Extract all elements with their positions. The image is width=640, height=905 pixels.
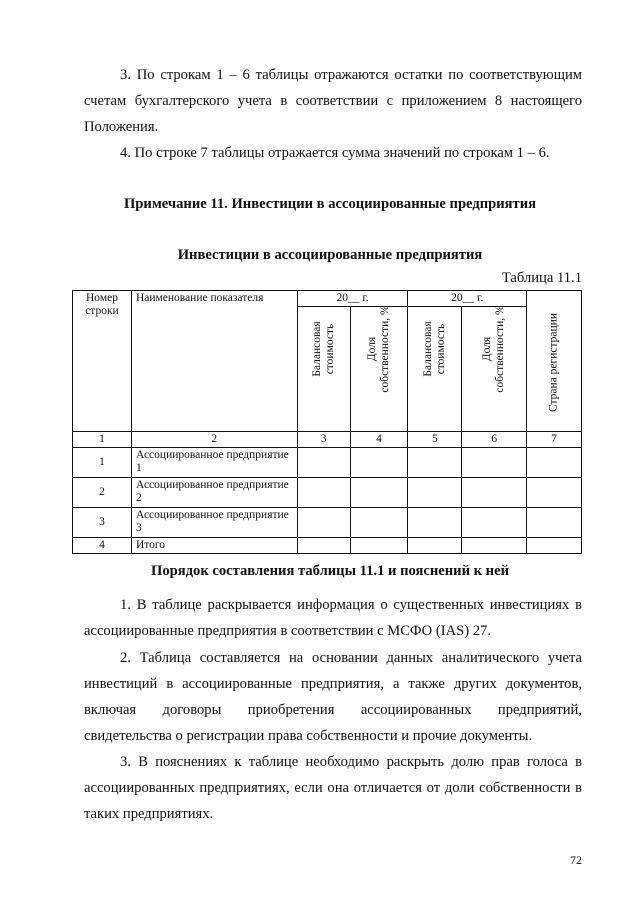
header-balance-2: Балансовая стоимость <box>408 307 462 432</box>
table-cell <box>527 478 582 508</box>
table-cell <box>527 538 582 554</box>
table-cell <box>408 508 462 538</box>
table-cell <box>350 508 408 538</box>
row-name: Итого <box>131 538 297 554</box>
header-balance-1: Балансовая стоимость <box>297 307 350 432</box>
row-name: Ассоциированное предприятие 3 <box>131 508 297 538</box>
table-cell <box>297 448 350 478</box>
column-numbers-row <box>73 432 582 448</box>
table-title: Инвестиции в ассоциированные предприятия <box>177 247 483 263</box>
table-cell <box>297 478 350 508</box>
header-year-2: 20__ г. <box>408 291 527 307</box>
table-cell <box>408 478 462 508</box>
procedure-item-3: 3. В пояснениях к таблице необходимо раскрыть долю прав голоса в ассоциированных предприятиях, если она отличается от доли собственности в таких предприятиях. <box>84 754 582 822</box>
table-cell <box>462 478 527 508</box>
header-country: Страна регистрации <box>527 291 582 432</box>
procedure-item-2: 2. Таблица составляется на основании данных аналитического учета инвестиций в ассоциированные предприятия, а также других документов, включая договоры приобретения ассоциированных предприятий, свидетельства о регистрации права собственности и прочие документы. <box>84 650 582 744</box>
page-number: 72 <box>570 853 582 867</box>
table-cell <box>350 448 408 478</box>
column-number: 3 <box>297 432 350 448</box>
table-cell <box>408 538 462 554</box>
column-number: 5 <box>408 432 462 448</box>
row-number: 3 <box>73 508 132 538</box>
table-cell <box>462 508 527 538</box>
table-row <box>73 508 582 538</box>
table-cell <box>297 538 350 554</box>
intro-item-3: 3. По строкам 1 – 6 таблицы отражаются остатки по соответствующим счетам бухгалтерского учета в соответствии с приложением 8 настоящего Положения. <box>84 67 582 135</box>
header-indicator: Наименование показателя <box>131 291 297 432</box>
column-number: 7 <box>527 432 582 448</box>
row-number: 4 <box>73 538 132 554</box>
row-name: Ассоциированное предприятие 2 <box>131 478 297 508</box>
table-cell <box>462 538 527 554</box>
column-number: 2 <box>131 432 297 448</box>
column-number: 4 <box>350 432 408 448</box>
header-share-2: Доля собственности, % <box>462 307 527 432</box>
column-number: 6 <box>462 432 527 448</box>
note-title: Примечание 11. Инвестиции в ассоциированные предприятия <box>123 196 537 212</box>
procedure-title: Порядок составления таблицы 11.1 и пояснений к ней <box>151 563 509 579</box>
row-number: 1 <box>73 448 132 478</box>
investments-table <box>72 290 582 554</box>
table-row <box>73 448 582 478</box>
table-caption: Таблица 11.1 <box>501 270 582 286</box>
table-row <box>73 478 582 508</box>
table-cell <box>462 448 527 478</box>
table-cell <box>527 448 582 478</box>
row-number: 2 <box>73 478 132 508</box>
column-number: 1 <box>73 432 132 448</box>
table-cell <box>350 538 408 554</box>
row-name: Ассоциированное предприятие 1 <box>131 448 297 478</box>
table-cell <box>527 508 582 538</box>
table-cell <box>408 448 462 478</box>
table-cell <box>297 508 350 538</box>
table-cell <box>350 478 408 508</box>
table-row-total <box>73 538 582 554</box>
header-row-number: Номер строки <box>73 291 132 432</box>
procedure-item-1: 1. В таблице раскрывается информация о существенных инвестициях в ассоциированные предприятия в соответствии с МСФО (IAS) 27. <box>84 597 582 639</box>
intro-item-4: 4. По строке 7 таблицы отражается сумма значений по строкам 1 – 6. <box>120 145 550 161</box>
header-year-1: 20__ г. <box>297 291 408 307</box>
header-share-1: Доля собственности, % <box>350 307 408 432</box>
